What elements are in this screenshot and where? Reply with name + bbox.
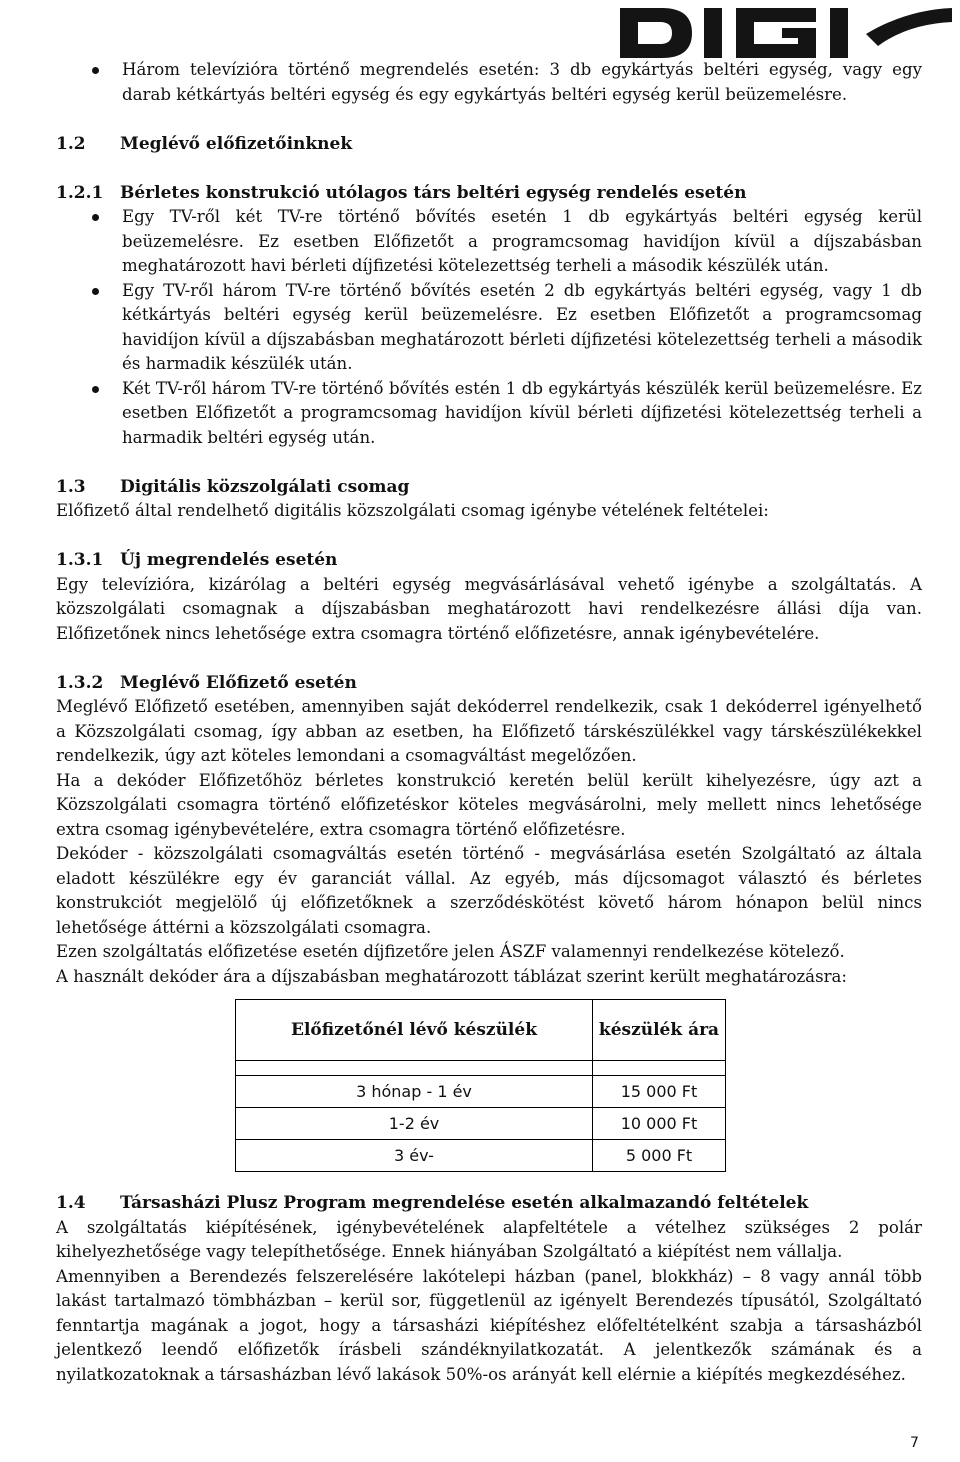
header-created-row (2, 8, 460, 30)
heading-1-2-1 (56, 181, 922, 206)
modified-label: Utolsó módosítás időpontja: (2, 35, 250, 55)
price-table (235, 999, 726, 1172)
list-item-text: Két TV-ről három TV-re történő bővítés estén 1 db egykártyás készülék kerül beüzemelésre. Ez esetben Előfizetőt a programcsomag havidíjon kívül bérleti díjfizetési kötelezettség terheli a harmadik beltéri egység után. (122, 378, 922, 447)
bullet-dot (92, 214, 99, 221)
created-label: Készítés időpontja: (2, 9, 170, 29)
list-item-text: Egy TV-ről két TV-re történő bővítés esetén 1 db egykártyás beltéri egység kerül beüzemelésre. Ez esetben Előfizetőt a programcsomag havidíjon kívül a díjszabásban meghatározott havi bérleti díjfizetési kötelezettség terheli a második készülék után. (122, 207, 922, 275)
created-value: 2006. január 30. (314, 9, 461, 29)
paragraph: Dekóder - közszolgálati csomagváltás esetén történő - megvásárlása esetén Szolgáltató az általa eladott készülékre egy év garanciát vállal. Az egyéb, más díjcsomagot választó és bérletes konstrukciót megjelölő új előfizetőknek a szerződéskötést követő három hónapon belül nincs lehetősége áttérni a közszolgálati csomagra. (56, 844, 922, 937)
table-row (236, 1076, 726, 1108)
heading-1-4 (56, 1191, 922, 1216)
table-row (236, 1108, 726, 1140)
heading-1-3-1 (56, 548, 922, 573)
table-row (236, 1140, 726, 1172)
section-number: 1.3.1 (56, 550, 104, 570)
paragraph: Egy televízióra, kizárólag a beltéri egység megvásárlásával vehető igénybe a szolgáltatás. A közszolgálati csomagnak a díjszabásban meghatározott havi rendelkezésre állási díja van. Előfizetőnek nincs lehetősége extra csomagra történő előfizetésre, annak igénybevételére. (56, 574, 922, 643)
table-cell: 1-2 év (236, 1108, 593, 1140)
table-header-cell: készülék ára (593, 1000, 726, 1061)
section-title: Meglévő Előfizető esetén (120, 672, 357, 693)
section-title: Társasházi Plusz Program megrendelése esetén alkalmazandó feltételek (120, 1193, 809, 1213)
section-number: 1.2.1 (56, 182, 104, 203)
paragraph: Előfizető által rendelhető digitális közszolgálati csomag igénybe vételének feltételei: (56, 501, 769, 520)
paragraph: Ezen szolgáltatás előfizetése esetén díjfizetőre jelen ÁSZF valamennyi rendelkezése kötelező. (56, 942, 845, 961)
list-item (56, 377, 922, 451)
section-title: Digitális közszolgálati csomag (120, 476, 410, 497)
paragraph: Amennyiben a Berendezés felszerelésére lakótelepi házban (panel, blokkház) – 8 vagy annál több lakást tartalmazó tömbházban – kerül sor, függetlenül az igényelt Berendezés típusától, Szolgáltató fenntartja magának a jogot, hogy a társasházi kiépítéshez előfeltételként szabja a társasházból jelentkező leendő előfizetők írásbeli szándéknyilatkozatát. A jelentkezők számának és a nyilatkozatoknak a társasházban lévő lakások 50%-os arányát kell elérnie a kiépítés megkezdéséhez. (56, 1266, 922, 1384)
section-title: Új megrendelés esetén (120, 550, 338, 570)
table-spacer-row (236, 1061, 726, 1076)
paragraph: A szolgáltatás kiépítésének, igénybevételének alapfeltétele a vételhez szükséges 2 polár kihelyezhetősége vagy telepíthetősége. Ennek hiányában Szolgáltató a kiépítést nem vállalja. (56, 1217, 922, 1261)
list-item (56, 205, 922, 279)
intro-bullet (56, 58, 922, 107)
list-item (56, 279, 922, 377)
section-title: Meglévő előfizetőinknek (120, 133, 353, 154)
header-modified-row (2, 34, 472, 56)
intro-bullet-text: Három televízióra történő megrendelés esetén: 3 db egykártyás beltéri egység, vagy egy darab kétkártyás beltéri egység és egy egykártyás beltéri egység kerül beüzemelésre. (122, 60, 922, 104)
section-number: 1.2 (56, 133, 86, 154)
bullet-dot (92, 386, 99, 393)
list-item-text: Egy TV-ről három TV-re történő bővítés esetén 2 db egykártyás beltéri egység, vagy 1 db kétkártyás beltéri egység kerül beüzemelésre. Ez esetben Előfizetőt a programcsomag havidíjon kívül a díjszabásban meghatározott bérleti díjfizetési kötelezettség terheli a második és harmadik készülék után. (122, 280, 922, 373)
document-body (56, 58, 922, 1387)
section-number: 1.4 (56, 1193, 86, 1213)
table-header-cell: Előfizetőnél lévő készülék (236, 1000, 593, 1061)
digi-logo (616, 4, 956, 62)
page-number: 7 (910, 1435, 919, 1451)
bullet-dot (92, 288, 99, 295)
table-cell: 10 000 Ft (593, 1108, 726, 1140)
table-header-row (236, 1000, 726, 1061)
table-cell: 5 000 Ft (593, 1140, 726, 1172)
heading-1-3-2 (56, 671, 922, 696)
table-cell: 15 000 Ft (593, 1076, 726, 1108)
bullet-dot (92, 67, 99, 74)
heading-1-2 (56, 132, 922, 157)
paragraph: Ha a dekóder Előfizetőhöz bérletes konstrukció keretén belül került kihelyezésre, úgy azt a Közszolgálati csomagra történő előfizetéskor köteles megvásárolni, mely mellett nincs lehetősége extra csomag igénybevételére, extra csomagra történő előfizetésre. (56, 770, 922, 839)
paragraph: A használt dekóder ára a díjszabásban meghatározott táblázat szerint került meghatározásra: (56, 966, 848, 986)
section-number: 1.3 (56, 476, 86, 497)
paragraph: Meglévő Előfizető esetében, amennyiben saját dekóderrel rendelkezik, csak 1 dekóderrel igényelhető a Közszolgálati csomag, így abban az esetben, ha Előfizető társkészülékkel vagy társkészülékekkel rendelkezik, úgy azt köteles lemondani a csomagváltást megelőzően. (56, 697, 922, 765)
table-cell: 3 hónap - 1 év (236, 1076, 593, 1108)
section-number: 1.3.2 (56, 672, 104, 693)
table-cell: 3 év- (236, 1140, 593, 1172)
heading-1-3 (56, 475, 922, 500)
section-title: Bérletes konstrukció utólagos társ beltéri egység rendelés esetén (120, 182, 747, 203)
modified-value: 2014. október 31. (314, 35, 472, 55)
